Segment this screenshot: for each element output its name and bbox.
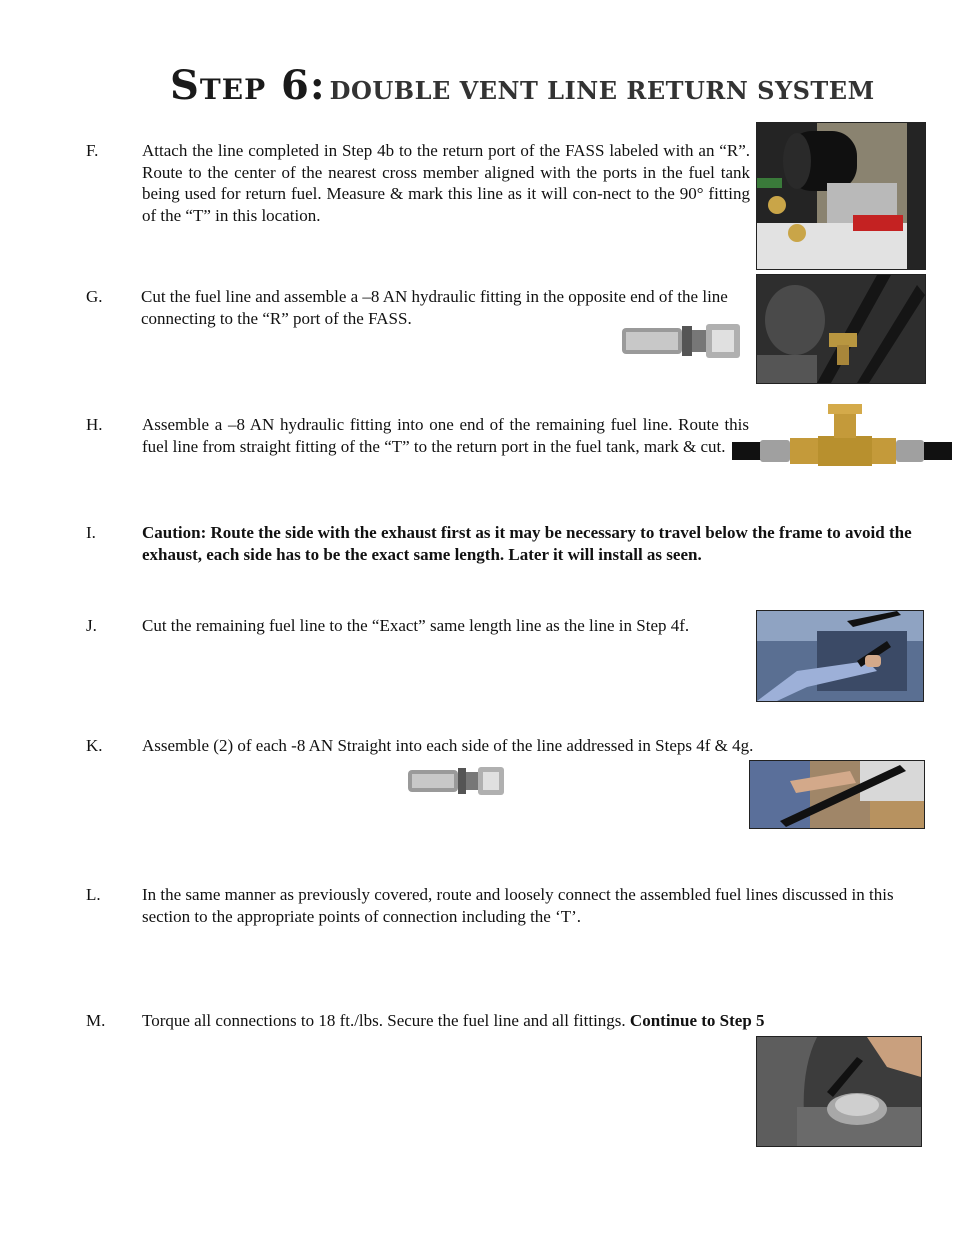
step-text: Cut the fuel line and assemble a –8 AN hydraulic fitting in the opposite end of the line connecting to the “R” port of the FASS. [141, 287, 728, 328]
step-text: Cut the remaining fuel line to the “Exact” same length line as the line in Step 4f. [142, 616, 690, 635]
continue-note: Continue to Step 5 [629, 1011, 765, 1030]
step-letter: J. [86, 616, 97, 635]
step-text: Assemble (2) of each -8 AN Straight into each side of the line addressed in Steps 4f & 4g. [142, 736, 754, 755]
step-letter: H. [86, 415, 103, 434]
step-text: In the same manner as previously covered, route and loosely connect the assembled fuel lines discussed in this section to the appropriate points of connection including the ‘T’. [142, 885, 894, 926]
fuel-tank-fitting-photo [756, 1036, 922, 1147]
assembling-fitting-photo [749, 760, 925, 829]
an-fitting-image [620, 320, 742, 362]
step-letter: M. [86, 1011, 106, 1030]
an-straight-fitting-image [406, 764, 506, 798]
step-text: Attach the line completed in Step 4b to the return port of the FASS labeled with an “R”. Route to the center of the nearest cross member aligned with the ports in the fuel tank being used for return fuel. Measure & mark this line as it will con-nect to the 90° fitting of the “T” in this location. [142, 141, 750, 225]
title-main: Step 6: [170, 62, 326, 109]
step-text-main: Torque all connections to 18 ft./lbs. Secure the fuel line and all fittings. [142, 1011, 630, 1030]
fass-pump-photo [756, 122, 926, 270]
step-letter: L. [86, 885, 101, 904]
step-letter: G. [86, 287, 103, 306]
step-letter: I. [86, 523, 96, 542]
title-sub: DOUBLE VENT LINE RETURN SYSTEM [329, 76, 875, 105]
step-text: Assemble a –8 AN hydraulic fitting into one end of the remaining fuel line. Route this fuel line from straight fitting of the “T” to the return port in the fuel tank, mark & cut. [142, 415, 749, 456]
tee-installed-photo [756, 274, 926, 384]
step-letter: F. [86, 141, 99, 160]
cutting-line-photo [756, 610, 924, 702]
step-text: Caution: Route the side with the exhaust first as it may be necessary to travel below the frame to avoid the exhaust, each side has to be the exact same length. Later it will install as seen. [142, 523, 912, 564]
step-text [142, 1010, 862, 1032]
step-letter: K. [86, 736, 103, 755]
page-title [170, 62, 875, 112]
tee-assembly-image [732, 402, 952, 468]
